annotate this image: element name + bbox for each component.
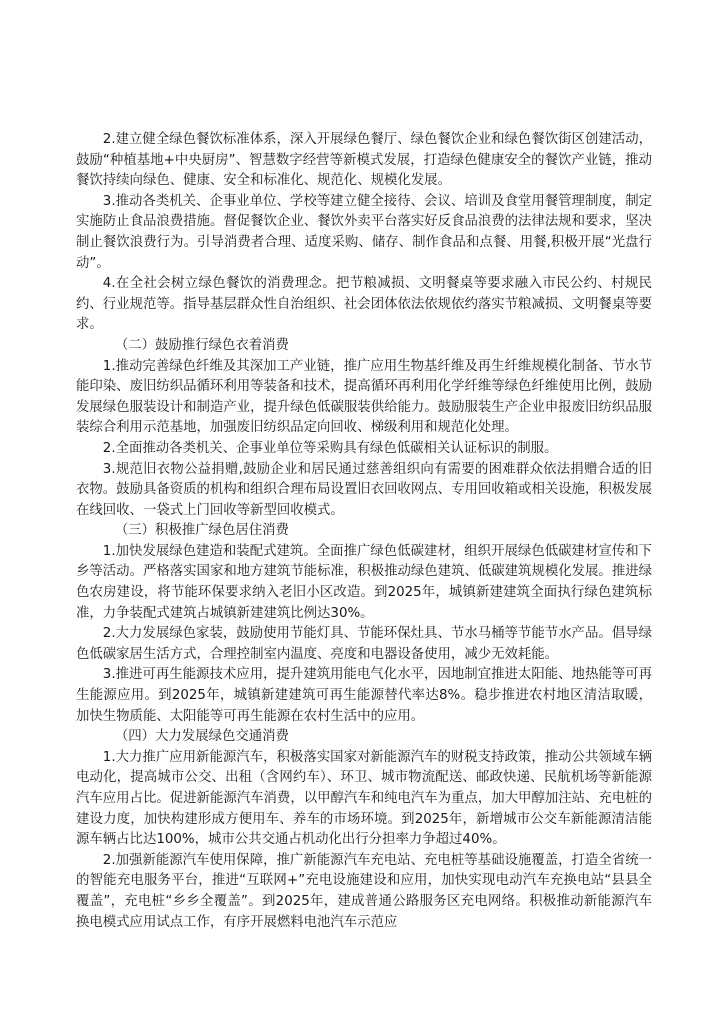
paragraph: 3.规范旧衣物公益捐赠,鼓励企业和居民通过慈善组织向有需要的困难群众依法捐赠合适的旧衣物。鼓励具备资质的机构和组织合理布局设置旧衣回收网点、专用回收箱或相关设施，积极发展在线回收、一袋式上门回收等新型回收模式。 (76, 461, 652, 518)
paragraph: 1.加快发展绿色建造和装配式建筑。全面推广绿色低碳建材，组织开展绿色低碳建材宣传和下乡等活动。严格落实国家和地方建筑节能标准，积极推动绿色建筑、低碳建筑规模化发展。推进绿色农房建设，将节能环保要求纳入老旧小区改造。到2025年，城镇新建建筑全面执行绿色建筑标准，力争装配式建筑占城镇新建建筑比例达30%。 (76, 543, 652, 621)
paragraph: 2.全面推动各类机关、企事业单位等采购具有绿色低碳相关认证标识的制服。 (102, 440, 558, 456)
paragraph: 2.加强新能源汽车使用保障，推广新能源汽车充电站、充电桩等基础设施覆盖，打造全省统一的智能充电服务平台，推进“互联网+”充电设施建设和应用，加快实现电动汽车充换电站“县县全覆盖”，充电桩“乡乡全覆盖”。到2025年，建成普通公路服务区充电网络。积极推动新能源汽车换电模式应用试点工作，有序开展燃料电池汽车示范应 (76, 852, 652, 930)
paragraph: 1.大力推广应用新能源汽车，积极落实国家对新能源汽车的财税支持政策，推动公共领域车辆电动化，提高城市公交、出租（含网约车）、环卫、城市物流配送、邮政快递、民航机场等新能源汽车应用占比。促进新能源汽车消费，以甲醇汽车和纯电汽车为重点，加大甲醇加注站、充电桩的建设力度，加快构建形成方便用车、养车的市场环境。到2025年，新增城市公交车新能源清洁能源车辆占比达100%，城市公共交通占机动化出行分担率力争超过40%。 (76, 749, 652, 848)
document-page (76, 130, 652, 933)
paragraph: 3.推进可再生能源技术应用，提升建筑用能电气化水平，因地制宜推进太阳能、地热能等可再生能源应用。到2025年，城镇新建建筑可再生能源替代率达8%。稳步推进农村地区清洁取暖，加快生物质能、太阳能等可再生能源在农村生活中的应用。 (76, 667, 652, 724)
paragraph: 2.大力发展绿色家装，鼓励使用节能灯具、节能环保灶具、节水马桶等节能节水产品。倡导绿色低碳家居生活方式，合理控制室内温度、亮度和电器设备使用，减少无效耗能。 (76, 626, 652, 662)
paragraph: 1.推动完善绿色纤维及其深加工产业链，推广应用生物基纤维及再生纤维规模化制备、节水节能印染、废旧纺织品循环利用等装备和技术，提高循环再利用化学纤维等绿色纤维使用比例，鼓励发展绿色服装设计和制造产业，提升绿色低碳服装供给能力。鼓励服装生产企业申报废旧纺织品服装综合利用示范基地，加强废旧纺织品定向回收、梯级利用和规范化处理。 (76, 358, 652, 436)
paragraph: 2.建立健全绿色餐饮标准体系，深入开展绿色餐厅、绿色餐饮企业和绿色餐饮街区创建活动，鼓励“种植基地+中央厨房”、智慧数字经营等新模式发展，打造绿色健康安全的餐饮产业链，推动餐饮持续向绿色、健康、安全和标准化、规范化、规模化发展。 (76, 132, 652, 189)
section-heading: （二）鼓励推行绿色衣着消费 (114, 337, 289, 353)
section-heading: （三）积极推广绿色居住消费 (114, 523, 289, 539)
paragraph: 3.推动各类机关、企事业单位、学校等建立健全接待、会议、培训及食堂用餐管理制度，制定实施防止食品浪费措施。督促餐饮企业、餐饮外卖平台落实好反食品浪费的法律法规和要求，坚决制止餐饮浪费行为。引导消费者合理、适度采购、储存、制作食品和点餐、用餐,积极开展“光盘行动”。 (76, 193, 652, 271)
paragraph: 4.在全社会树立绿色餐饮的消费理念。把节粮减损、文明餐桌等要求融入市民公约、村规民约、行业规范等。指导基层群众性自治组织、社会团体依法依规依约落实节粮减损、文明餐桌等要求。 (76, 276, 652, 333)
section-heading: （四）大力发展绿色交通消费 (114, 729, 289, 745)
